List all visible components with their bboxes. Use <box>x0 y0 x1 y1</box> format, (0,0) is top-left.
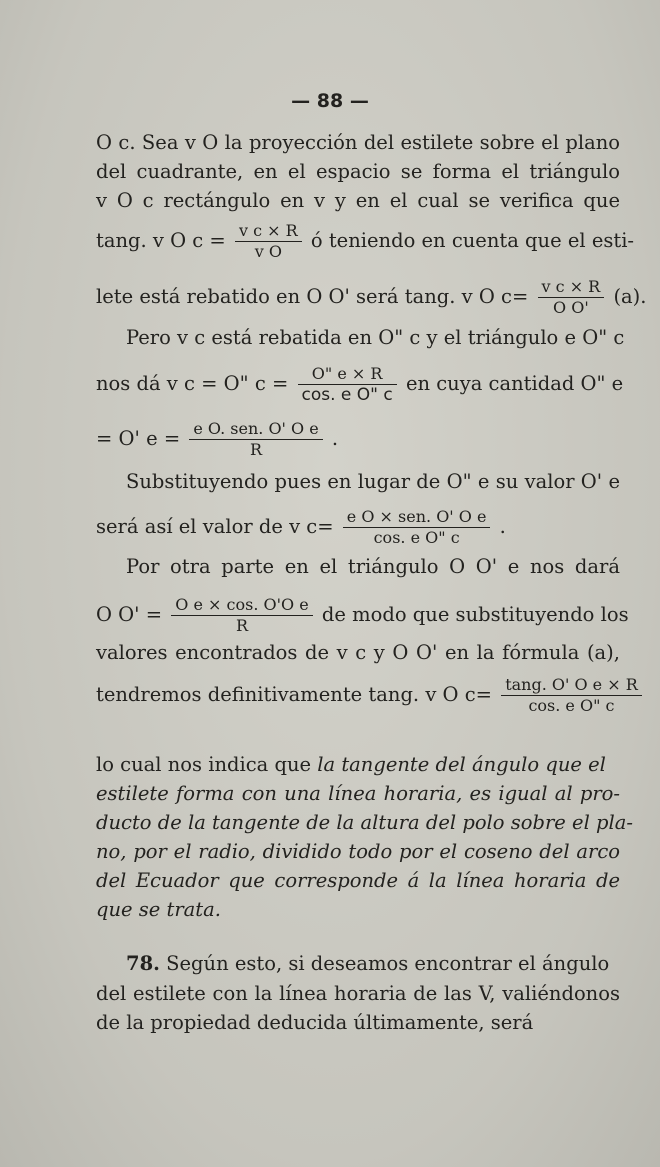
formula-prefix: nos dá v c = O" c = <box>96 372 289 395</box>
text-line-11: Por otra parte en el triángulo O O' e nos dará <box>126 555 620 578</box>
fraction <box>343 508 491 547</box>
formula-line-8 <box>96 420 620 459</box>
fraction-numerator: tang. O' O e × R <box>501 676 642 696</box>
formula-suffix: (a). <box>613 285 647 308</box>
fraction <box>298 365 397 404</box>
formula-prefix: será así el valor de v c= <box>96 515 334 538</box>
fraction-numerator: e O. sen. O' O e <box>189 420 322 440</box>
text-line-9: Substituyendo pues en lugar de O" e su valor O' e <box>126 470 620 493</box>
text-line-15 <box>96 752 620 778</box>
formula-line-14 <box>96 675 638 715</box>
text-line-2: del cuadrante, en el espacio se forma el triángulo <box>96 160 620 183</box>
fraction <box>538 278 605 317</box>
text-run: lo cual nos indica que <box>96 753 318 776</box>
text-line-13: valores encontrados de v c y O O' en la fórmula (a), <box>96 641 620 664</box>
fraction <box>235 222 302 261</box>
formula-line-10 <box>96 508 620 547</box>
text-line-1: O c. Sea v O la proyección del estilete sobre el plano <box>96 131 620 154</box>
formula-suffix: . <box>499 515 506 538</box>
fraction <box>501 676 642 715</box>
formula-prefix: tendremos definitivamente tang. v O c= <box>96 683 492 706</box>
fraction-numerator: O e × cos. O'O e <box>171 596 312 616</box>
formula-line-7 <box>96 364 624 405</box>
formula-suffix: en cuya cantidad O" e <box>405 372 624 395</box>
formula-suffix: . <box>331 427 339 450</box>
italic-text-run: la tangente del ángulo que el <box>317 753 606 776</box>
section-number: 78. <box>126 952 160 975</box>
text-run: Según esto, si deseamos encontrar el ángulo <box>166 952 610 975</box>
formula-suffix: ó teniendo en cuenta que el esti- <box>310 229 635 252</box>
text-line-3: v O c rectángulo en v y en el cual se verifica que <box>96 189 620 212</box>
page-number: — 88 — <box>291 90 369 112</box>
formula-prefix: O O' = <box>96 603 163 626</box>
formula-prefix: lete está rebatido en O O' será tang. v O c= <box>96 285 529 308</box>
text-line-23: de la propiedad deducida últimamente, será <box>96 1011 534 1034</box>
fraction-denominator: cos. e O" c <box>301 385 393 405</box>
text-line-21 <box>126 951 620 977</box>
fraction-denominator: O O' <box>553 298 589 317</box>
formula-prefix: = O' e = <box>96 427 181 450</box>
fraction-denominator: cos. e O" c <box>528 696 615 715</box>
text-line-18: no, por el radio, dividido todo por el coseno del arco <box>96 840 620 863</box>
text-line-6: Pero v c está rebatida en O" c y el triángulo e O" c <box>126 326 625 349</box>
fraction <box>171 596 312 635</box>
formula-suffix: de modo que substituyendo los <box>321 603 629 626</box>
fraction-denominator: cos. e O" c <box>373 528 460 547</box>
formula-line-12 <box>96 595 629 635</box>
fraction-numerator: v c × R <box>235 222 302 242</box>
fraction-denominator: v O <box>254 242 282 261</box>
fraction-denominator: R <box>235 616 249 635</box>
fraction-numerator: v c × R <box>538 278 605 298</box>
text-line-20: que se trata. <box>96 898 221 921</box>
formula-line-5 <box>96 277 647 317</box>
fraction <box>189 420 322 459</box>
formula-line-4 <box>96 221 635 261</box>
fraction-numerator: O" e × R <box>298 365 397 385</box>
text-line-19: del Ecuador que corresponde á la línea horaria de <box>96 869 620 892</box>
text-line-22: del estilete con la línea horaria de las V, valiéndonos <box>96 982 620 1005</box>
formula-prefix: tang. v O c = <box>96 229 226 252</box>
fraction-numerator: e O × sen. O' O e <box>343 508 491 528</box>
text-line-16: estilete forma con una línea horaria, es igual al pro- <box>96 782 620 805</box>
text-line-17: ducto de la tangente de la altura del polo sobre el pla- <box>96 811 633 834</box>
fraction-denominator: R <box>250 440 263 459</box>
